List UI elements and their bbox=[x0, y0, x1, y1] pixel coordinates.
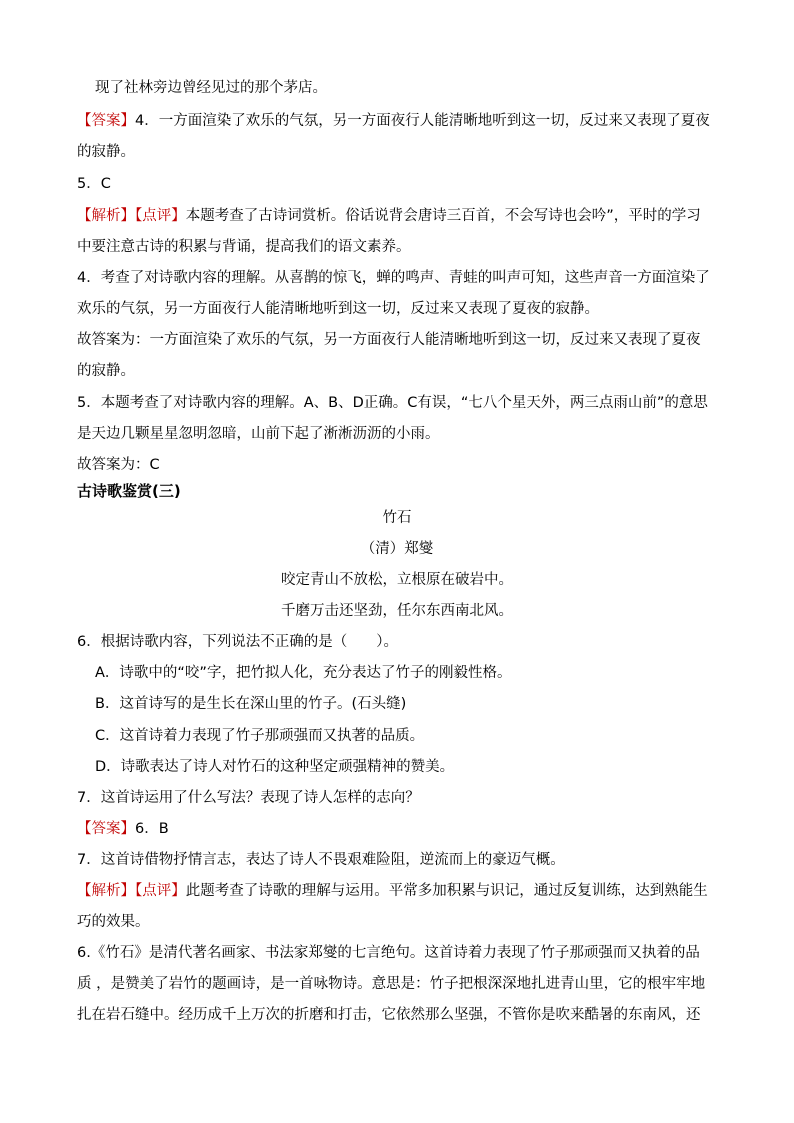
line-text: 巧的效果。 bbox=[77, 914, 150, 930]
line-text: 故答案为：C bbox=[77, 457, 160, 473]
line-text: 此题考查了诗歌的理解与运用。平常多加积累与识记，通过反复训练，达到熟能生 bbox=[185, 883, 708, 899]
option-b bbox=[95, 694, 735, 714]
text-line bbox=[77, 361, 717, 381]
text-line bbox=[77, 974, 717, 994]
line-text: B．这首诗写的是生长在深山里的竹子。(石头缝) bbox=[95, 696, 407, 712]
poem-line bbox=[0, 601, 794, 621]
line-text: 6．B bbox=[135, 821, 169, 837]
line-text: 是天边几颗星星忽明忽暗，山前下起了淅淅沥沥的小雨。 bbox=[77, 426, 440, 442]
poem-title-text: 竹石 bbox=[382, 510, 412, 526]
line-text: 7．这首诗借物抒情言志，表达了诗人不畏艰难险阻，逆流而上的豪迈气概。 bbox=[77, 852, 565, 868]
section-title-text: 古诗歌鉴赏(三) bbox=[77, 482, 181, 500]
line-text: 质 ，是赞美了岩竹的题画诗，是一首咏物诗。意思是：竹子把根深深地扎进青山里，它的根牢牢地 bbox=[77, 976, 706, 992]
text-line bbox=[77, 393, 717, 413]
line-text: 现了社林旁边曾经见过的那个茅店。 bbox=[95, 80, 327, 96]
poem-author-text: （清）郑燮 bbox=[360, 541, 434, 557]
line-text: 中要注意古诗的积累与背诵，提高我们的语文素养。 bbox=[77, 239, 411, 255]
question-7 bbox=[77, 788, 717, 808]
line-text: 本题考查了古诗词赏析。俗话说背会唐诗三百首，不会写诗也会吟”，平时的学习 bbox=[185, 208, 701, 224]
text-line bbox=[77, 943, 717, 963]
answer-tag: 【答案】 bbox=[77, 113, 135, 129]
text-line bbox=[77, 424, 717, 444]
text-line bbox=[77, 455, 717, 475]
text-line bbox=[77, 268, 717, 288]
section-title bbox=[77, 481, 717, 501]
text-line bbox=[77, 237, 717, 257]
poem-line-text: 咬定青山不放松，立根原在破岩中。 bbox=[281, 572, 513, 588]
line-text: 7．这首诗运用了什么写法？表现了诗人怎样的志向？ bbox=[77, 790, 420, 806]
text-line bbox=[77, 912, 717, 932]
line-text: D．诗歌表达了诗人对竹石的这种坚定顽强精神的赞美。 bbox=[95, 759, 455, 775]
line-text: 的寂静。 bbox=[77, 144, 135, 160]
line-text: 5．C bbox=[77, 176, 111, 192]
line-text: 扎在岩石缝中。经历成千上万次的折磨和打击，它依然那么坚强，不管你是吹来酷暑的东南风，还 bbox=[77, 1007, 701, 1023]
analysis-line bbox=[77, 206, 717, 226]
line-text: 4．考查了对诗歌内容的理解。从喜鹊的惊飞，蝉的鸣声、青蛙的叫声可知，这些声音一方面渲染了 bbox=[77, 270, 710, 286]
option-d bbox=[95, 757, 735, 777]
answer-tag: 【答案】 bbox=[77, 821, 135, 837]
answer-line bbox=[77, 819, 717, 839]
line-text: 欢乐的气氛，另一方面夜行人能清晰地听到这一切，反过来又表现了夏夜的寂静。 bbox=[77, 301, 599, 317]
poem-line-text: 千磨万击还坚劲，任尔东西南北风。 bbox=[281, 603, 513, 619]
line-text: 6．根据诗歌内容，下列说法不正确的是（ ）。 bbox=[77, 634, 398, 650]
text-line bbox=[77, 850, 717, 870]
line-text: 6.《竹石》是清代著名画家、书法家郑燮的七言绝句。这首诗着力表现了竹子那顽强而又执着的品 bbox=[77, 945, 700, 961]
text-line bbox=[95, 78, 735, 98]
text-line bbox=[77, 142, 717, 162]
text-line bbox=[77, 1005, 717, 1025]
line-text: 5．本题考查了对诗歌内容的理解。A、B、D正确。C有误，“七八个星天外，两三点雨山前”的意思 bbox=[77, 395, 708, 411]
line-text: 的寂静。 bbox=[77, 363, 135, 379]
analysis-tag: 【解析】【点评】 bbox=[77, 883, 186, 899]
line-text: A．诗歌中的“咬”字，把竹拟人化，充分表达了竹子的刚毅性格。 bbox=[95, 665, 512, 681]
option-a bbox=[95, 663, 735, 683]
poem-title bbox=[0, 508, 794, 528]
text-line bbox=[77, 299, 717, 319]
text-line bbox=[77, 330, 717, 350]
analysis-line bbox=[77, 881, 717, 901]
line-text: 4．一方面渲染了欢乐的气氛，另一方面夜行人能清晰地听到这一切，反过来又表现了夏夜 bbox=[135, 113, 710, 129]
option-c bbox=[95, 726, 735, 746]
line-text: 故答案为：一方面渲染了欢乐的气氛，另一方面夜行人能清晰地听到这一切，反过来又表现了夏夜 bbox=[77, 332, 701, 348]
line-text: C．这首诗着力表现了竹子那顽强而又执著的品质。 bbox=[95, 728, 425, 744]
poem-author bbox=[0, 539, 794, 559]
analysis-tag: 【解析】【点评】 bbox=[77, 208, 186, 224]
answer-line bbox=[77, 111, 717, 131]
poem-line bbox=[0, 570, 794, 590]
text-line bbox=[77, 174, 717, 194]
question-6 bbox=[77, 632, 717, 652]
